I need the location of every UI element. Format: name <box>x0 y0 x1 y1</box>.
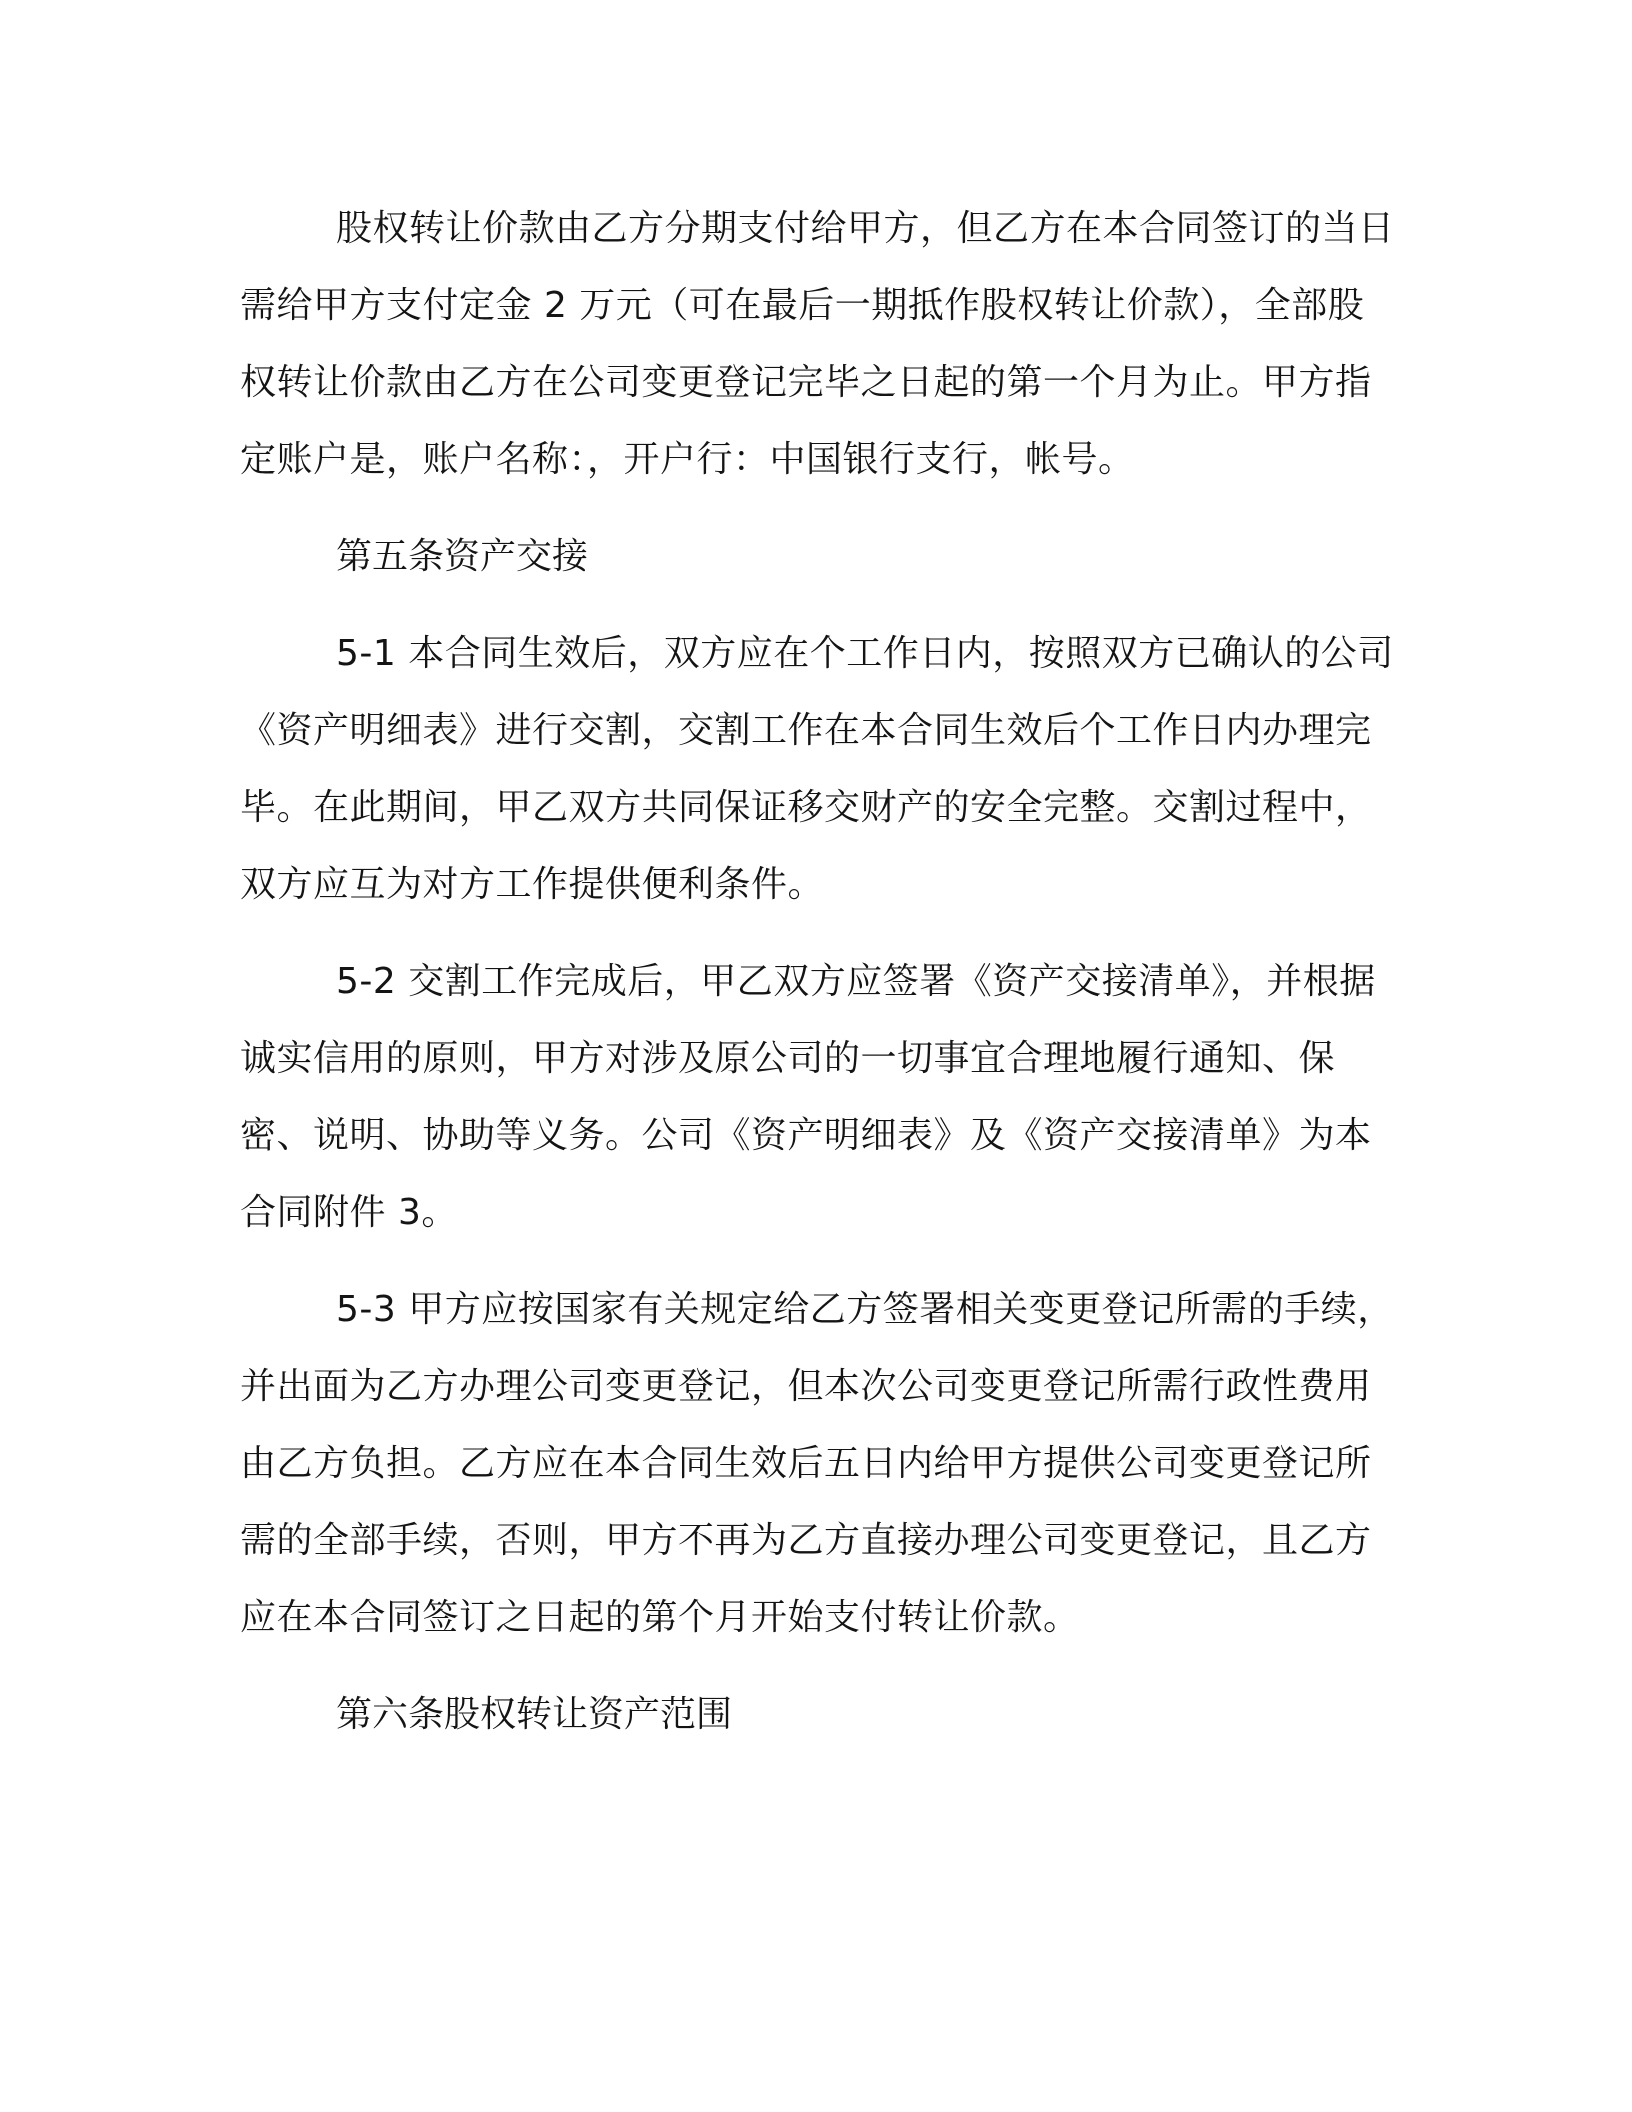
text-line: 甲方指定账户是，账户名称：，开户行：中国银行支行，帐号。 <box>240 362 1372 480</box>
text-line: 记所需的全部手续，否则，甲方不再为乙方直接办理公司变更登记， <box>240 1443 1372 1561</box>
text-line: 理完毕。在此期间，甲乙双方共同保证移交财产的安全完整。交割过 <box>240 710 1372 828</box>
text-line: 用由乙方负担。乙方应在本合同生效后五日内给甲方提供公司变更登 <box>240 1366 1372 1484</box>
text-line: 股权转让价款由乙方分期支付给甲方，但乙方在本合同签订的当 <box>336 208 1359 249</box>
text-line: 司《资产明细表》进行交割，交割工作在本合同生效后个工作日内办 <box>240 633 1394 751</box>
section-heading-article-5: 第五条资产交接 <box>336 536 589 577</box>
paragraph-5-3 <box>240 1271 1400 1656</box>
document-body <box>240 190 1400 1753</box>
text-line: 并出面为乙方办理公司变更登记，但本次公司变更登记所需行政性费 <box>240 1366 1336 1407</box>
text-line: 程中，双方应互为对方工作提供便利条件。 <box>240 787 1372 905</box>
section-heading-article-6: 第六条股权转让资产范围 <box>336 1694 733 1735</box>
text-line: 日需给甲方支付定金 2 万元（可在最后一期抵作股权转让价款），全 <box>240 208 1395 326</box>
paragraph-5-2 <box>240 943 1400 1251</box>
text-line: 部股权转让价款由乙方在公司变更登记完毕之日起的第一个月为止。 <box>240 285 1365 403</box>
text-line: 保密、说明、协助等义务。公司《资产明细表》及《资产交接清单》 <box>240 1038 1336 1156</box>
text-line: 5-3 甲方应按国家有关规定给乙方签署相关变更登记所需的手续， <box>336 1289 1394 1330</box>
text-line: 且乙方应在本合同签订之日起的第个月开始支付转让价款。 <box>240 1520 1372 1638</box>
paragraph-payment-terms <box>240 190 1400 498</box>
paragraph-5-1 <box>240 615 1400 923</box>
text-line: 据诚实信用的原则，甲方对涉及原公司的一切事宜合理地履行通知、 <box>240 961 1376 1079</box>
text-line: 5-2 交割工作完成后，甲乙双方应签署《资产交接清单》，并根 <box>336 961 1340 1002</box>
text-line: 5-1 本合同生效后，双方应在个工作日内，按照双方已确认的公 <box>336 633 1358 674</box>
text-line: 为本合同附件 3。 <box>240 1115 1372 1233</box>
